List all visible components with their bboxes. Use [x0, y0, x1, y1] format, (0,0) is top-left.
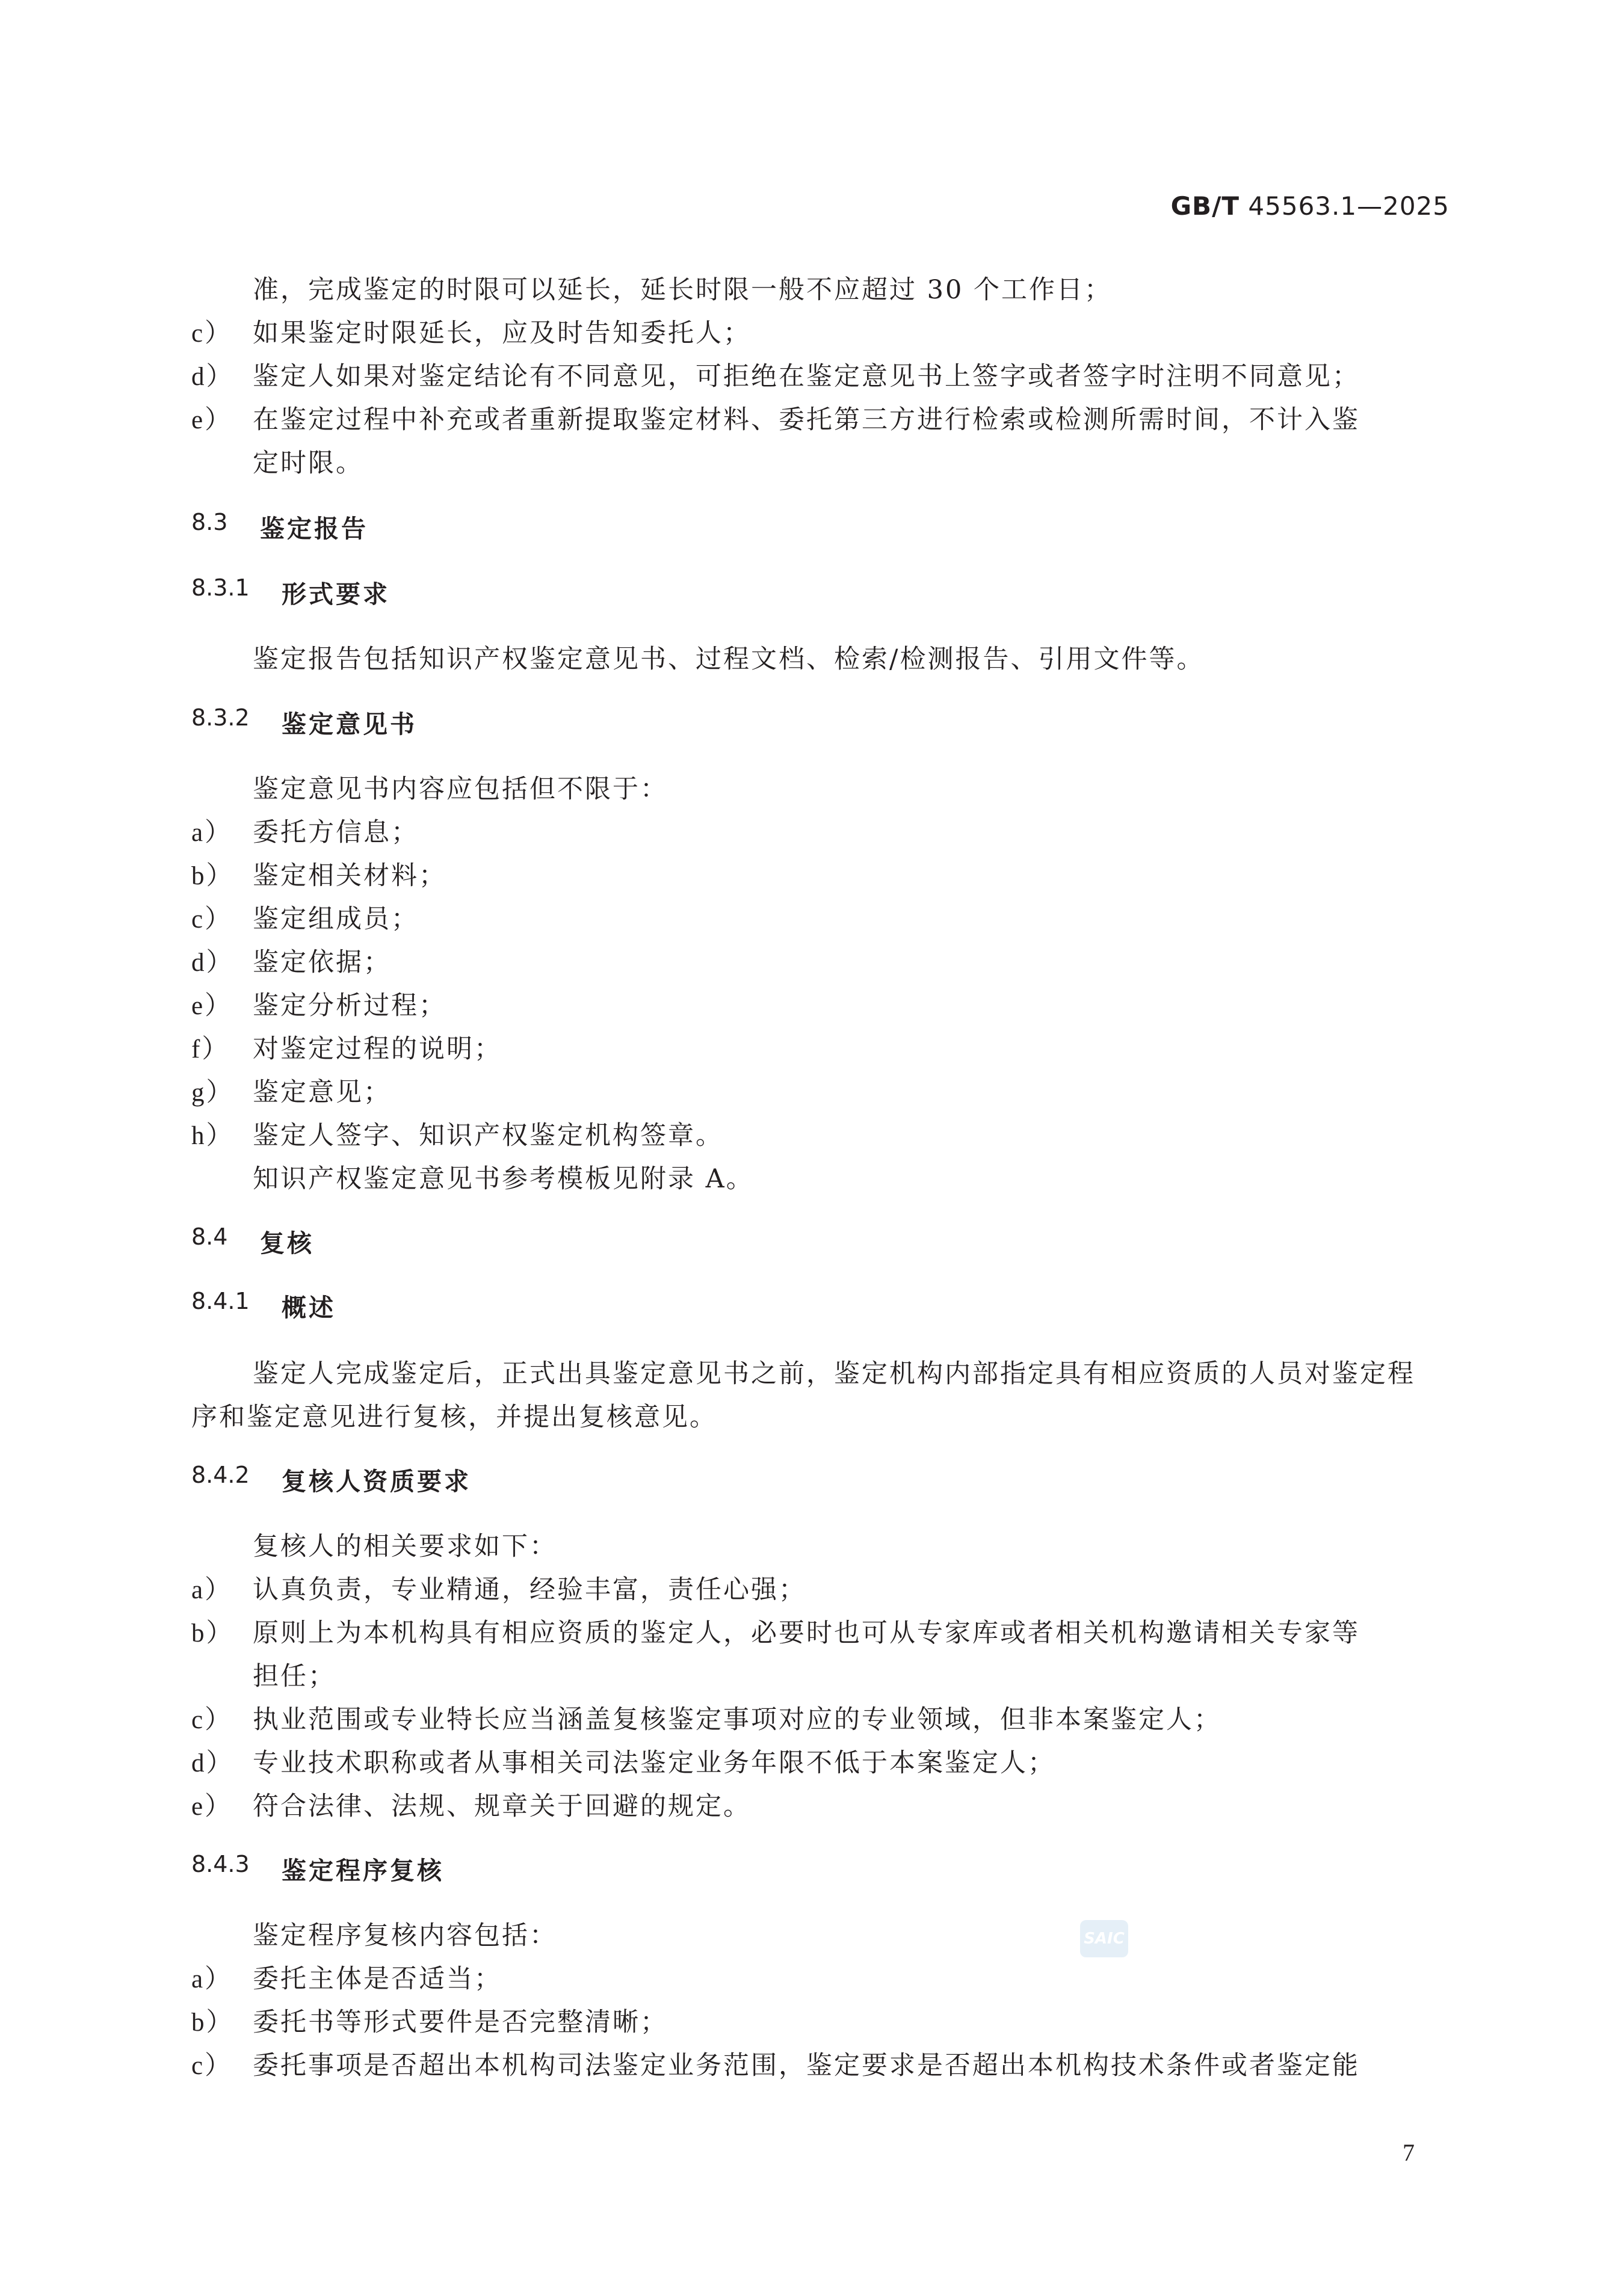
list-item-text: 鉴定人签字、知识产权鉴定机构签章。: [253, 1121, 723, 1151]
paragraph-text: 知识产权鉴定意见书参考模板见附录 A。: [253, 1164, 754, 1194]
list-marker: c）: [191, 1706, 233, 1734]
list-item-text: 如果鉴定时限延长，应及时告知委托人；: [253, 318, 751, 348]
page-number: 7: [1403, 2139, 1415, 2166]
standard-header: [1171, 191, 1450, 221]
list-item-text: 鉴定分析过程；: [253, 991, 446, 1021]
section-number: 8.4.1: [191, 1288, 250, 1314]
list-item-text: 定时限。: [253, 448, 363, 478]
section-title: 复核: [260, 1229, 314, 1258]
standard-code: GB/T: [1170, 191, 1240, 221]
list-item-text: 专业技术职称或者从事相关司法鉴定业务年限不低于本案鉴定人；: [253, 1748, 1055, 1778]
list-item-text: 鉴定依据；: [253, 947, 391, 977]
list-marker: b）: [191, 2008, 234, 2037]
list-marker: c）: [191, 905, 233, 934]
section-number: 8.3.1: [191, 574, 250, 601]
section-number: 8.4.3: [191, 1851, 250, 1877]
list-marker: a）: [191, 1965, 233, 1993]
list-item-text: 认真负责，专业精通，经验丰富，责任心强；: [253, 1575, 806, 1605]
list-item-text: 执业范围或专业特长应当涵盖复核鉴定事项对应的专业领域，但非本案鉴定人；: [253, 1705, 1221, 1735]
section-number: 8.3: [191, 509, 228, 535]
list-marker: b）: [191, 1619, 234, 1648]
list-marker: d）: [191, 1749, 234, 1777]
section-number: 8.3.2: [191, 704, 250, 731]
section-title: 鉴定程序复核: [282, 1856, 444, 1885]
paragraph-text: 鉴定报告包括知识产权鉴定意见书、过程文档、检索/检测报告、引用文件等。: [253, 644, 1205, 674]
list-marker: e）: [191, 1793, 233, 1821]
list-item-text: 鉴定人如果对鉴定结论有不同意见，可拒绝在鉴定意见书上签字或者签字时注明不同意见；: [253, 362, 1360, 392]
watermark-logo: SAIC: [1080, 1920, 1128, 1957]
list-marker: b）: [191, 862, 234, 890]
list-marker: a）: [191, 1576, 233, 1604]
list-item-text: 鉴定意见；: [253, 1077, 391, 1107]
section-title: 鉴定意见书: [282, 710, 417, 739]
section-title: 形式要求: [282, 580, 390, 609]
list-item-text: 委托书等形式要件是否完整清晰；: [253, 2007, 668, 2037]
list-marker: a）: [191, 819, 233, 847]
list-item-text: 在鉴定过程中补充或者重新提取鉴定材料、委托第三方进行检索或检测所需时间，不计入鉴: [253, 405, 1360, 435]
list-item-text: 委托主体是否适当；: [253, 1964, 502, 1994]
list-marker: f）: [191, 1035, 230, 1063]
paragraph-text: 序和鉴定意见进行复核，并提出复核意见。: [191, 1402, 717, 1432]
paragraph-text: 鉴定程序复核内容包括：: [253, 1921, 557, 1951]
list-marker: d）: [191, 949, 234, 977]
list-marker: c）: [191, 2052, 233, 2080]
section-number: 8.4.2: [191, 1462, 250, 1488]
list-item-text: 鉴定相关材料；: [253, 861, 446, 891]
list-marker: e）: [191, 992, 233, 1020]
paragraph-text: 复核人的相关要求如下：: [253, 1531, 557, 1562]
section-title: 概述: [282, 1293, 336, 1322]
list-item-text: 准，完成鉴定的时限可以延长，延长时限一般不应超过 30 个工作日；: [253, 275, 1113, 305]
paragraph-text: 鉴定人完成鉴定后，正式出具鉴定意见书之前，鉴定机构内部指定具有相应资质的人员对鉴定程: [253, 1359, 1415, 1389]
list-item-text: 鉴定组成员；: [253, 904, 419, 934]
standard-number: 45563.1—2025: [1248, 191, 1450, 221]
list-item-text: 符合法律、法规、规章关于回避的规定。: [253, 1791, 751, 1821]
list-marker: g）: [191, 1079, 234, 1107]
list-item-text: 担任；: [253, 1661, 336, 1691]
section-number: 8.4: [191, 1223, 228, 1250]
list-marker: d）: [191, 363, 234, 391]
list-marker: c）: [191, 319, 233, 348]
list-marker: e）: [191, 406, 233, 434]
section-title: 复核人资质要求: [282, 1467, 471, 1496]
list-item-text: 原则上为本机构具有相应资质的鉴定人，必要时也可从专家库或者相关机构邀请相关专家等: [253, 1618, 1360, 1648]
paragraph-text: 鉴定意见书内容应包括但不限于：: [253, 774, 668, 804]
section-title: 鉴定报告: [260, 514, 368, 543]
list-item-text: 委托方信息；: [253, 817, 419, 848]
list-item-text: 对鉴定过程的说明；: [253, 1034, 502, 1064]
list-item-text: 委托事项是否超出本机构司法鉴定业务范围，鉴定要求是否超出本机构技术条件或者鉴定能: [253, 2051, 1360, 2081]
list-marker: h）: [191, 1122, 234, 1150]
